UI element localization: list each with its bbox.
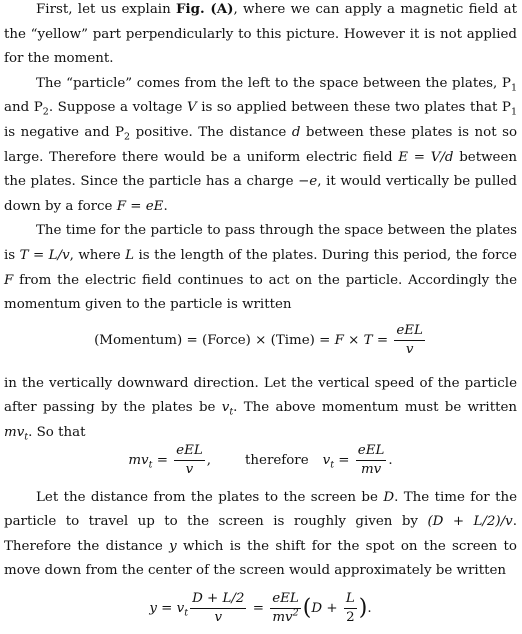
subscript: 2 <box>124 131 131 143</box>
equation-text: = <box>334 452 354 468</box>
equation-text: , <box>206 452 212 468</box>
denominator: 2 <box>346 609 355 625</box>
subscript: 1 <box>510 107 517 119</box>
equation-shift <box>4 590 517 634</box>
paragraph-time-momentum <box>4 219 517 317</box>
equation-text: v <box>322 452 331 468</box>
text: which is the shift for the spot on the screen to move down from the center of the screen would approximately be written <box>4 538 517 579</box>
denominator: v <box>185 461 194 477</box>
text: is so applied between these two plates that P <box>196 100 511 116</box>
denominator <box>270 609 301 627</box>
equation-text: . <box>388 452 393 468</box>
math-symbol: D <box>383 489 395 505</box>
math-symbol: F <box>4 272 14 288</box>
numerator: eEL <box>174 442 205 461</box>
equation-momentum <box>4 322 517 366</box>
subscript: t <box>330 459 335 471</box>
text: from the electric field continues to act on the particle. Accordingly the momentum given to the particle is written <box>4 272 517 313</box>
equation-text: . <box>367 600 372 616</box>
superscript: 2 <box>292 607 299 619</box>
fraction <box>344 590 357 627</box>
text: and P <box>4 100 43 116</box>
equation-text: = <box>372 332 393 348</box>
numerator: eEL <box>270 590 301 609</box>
text: positive. The distance <box>130 124 292 140</box>
math-expression: T = L/v <box>19 247 70 263</box>
text: . Suppose a voltage <box>48 100 187 116</box>
equation-text: F × T <box>334 332 373 348</box>
subscript: t <box>24 431 29 443</box>
subscript: 2 <box>42 107 49 119</box>
text: is negative and P <box>4 124 125 140</box>
numerator: D + L/2 <box>190 590 246 609</box>
denominator: v <box>405 341 414 357</box>
equation-vertical-speed <box>4 442 517 486</box>
math-symbol: d <box>291 124 301 140</box>
equation-text: = <box>152 452 173 468</box>
equation-text: mv <box>128 452 149 468</box>
numerator: eEL <box>356 442 387 461</box>
math-expression: F = eE <box>116 198 164 214</box>
text: . So that <box>28 424 86 440</box>
math-expression: E = V/d <box>398 149 454 165</box>
fraction <box>394 322 425 359</box>
text: in the vertically downward direction. Let the vertical speed of the particle after passing by the plates be <box>4 375 517 416</box>
equation-text: y = v <box>149 600 185 616</box>
fraction <box>174 442 205 479</box>
paragraph-vertical-speed <box>4 372 517 446</box>
text: between the plates. Since the particle has a charge <box>4 149 518 190</box>
paragraph-screen-shift <box>4 486 517 584</box>
fraction <box>356 442 387 479</box>
subscript: 1 <box>510 82 517 94</box>
text: , where <box>69 247 126 263</box>
numerator: eEL <box>394 322 425 341</box>
equation-text: = <box>248 600 269 616</box>
text: . The above momentum must be written <box>233 400 518 416</box>
text: . Therefore the distance <box>4 514 517 554</box>
math-symbol: y <box>169 538 177 554</box>
text: The time for the particle to pass through the space between the plates is <box>4 223 517 263</box>
paren-open: ( <box>302 595 312 621</box>
denominator: v <box>214 609 223 625</box>
numerator: L <box>344 590 357 609</box>
math-expression: −e <box>298 174 318 190</box>
text: The “particle” comes from the left to the space between the plates, P <box>36 75 511 91</box>
text: First, let us explain <box>36 2 177 17</box>
text: , it would vertically be pulled down by a force <box>4 174 517 214</box>
equation-text: therefore <box>245 452 309 468</box>
math-symbol: mv <box>4 424 25 440</box>
denominator: mv <box>360 461 382 477</box>
paragraph-electric-field <box>4 72 517 220</box>
fraction <box>190 590 246 627</box>
paren-close: ) <box>358 595 368 621</box>
text: is the length of the plates. During this period, the force <box>134 247 517 263</box>
math-symbol: L <box>125 247 135 263</box>
subscript: t <box>184 607 189 619</box>
text: , where we can apply a magnetic field at the “yellow” part perpendicularly to this picture. However it is not applied for the moment. <box>4 2 517 67</box>
math-symbol: V <box>186 100 197 116</box>
text: between these plates is not so large. Therefore there would be a uniform electric field <box>4 124 518 165</box>
text: . <box>163 198 168 214</box>
paragraph-fig-a <box>4 0 517 72</box>
math-expression: (D + L/2)/v <box>427 514 513 530</box>
subscript: t <box>229 406 234 418</box>
math-symbol: v <box>221 400 230 416</box>
denominator-text: mv <box>272 609 293 625</box>
equation-text: (Momentum) = (Force) × (Time) = <box>94 332 335 348</box>
fig-a-reference: Fig. (A) <box>176 1 234 17</box>
fraction <box>270 590 301 627</box>
text: . The time for the particle to travel up to the screen is roughly given by <box>4 489 517 530</box>
subscript: t <box>148 459 153 471</box>
text: Let the distance from the plates to the screen be <box>36 489 384 505</box>
equation-text: D + <box>311 600 342 616</box>
